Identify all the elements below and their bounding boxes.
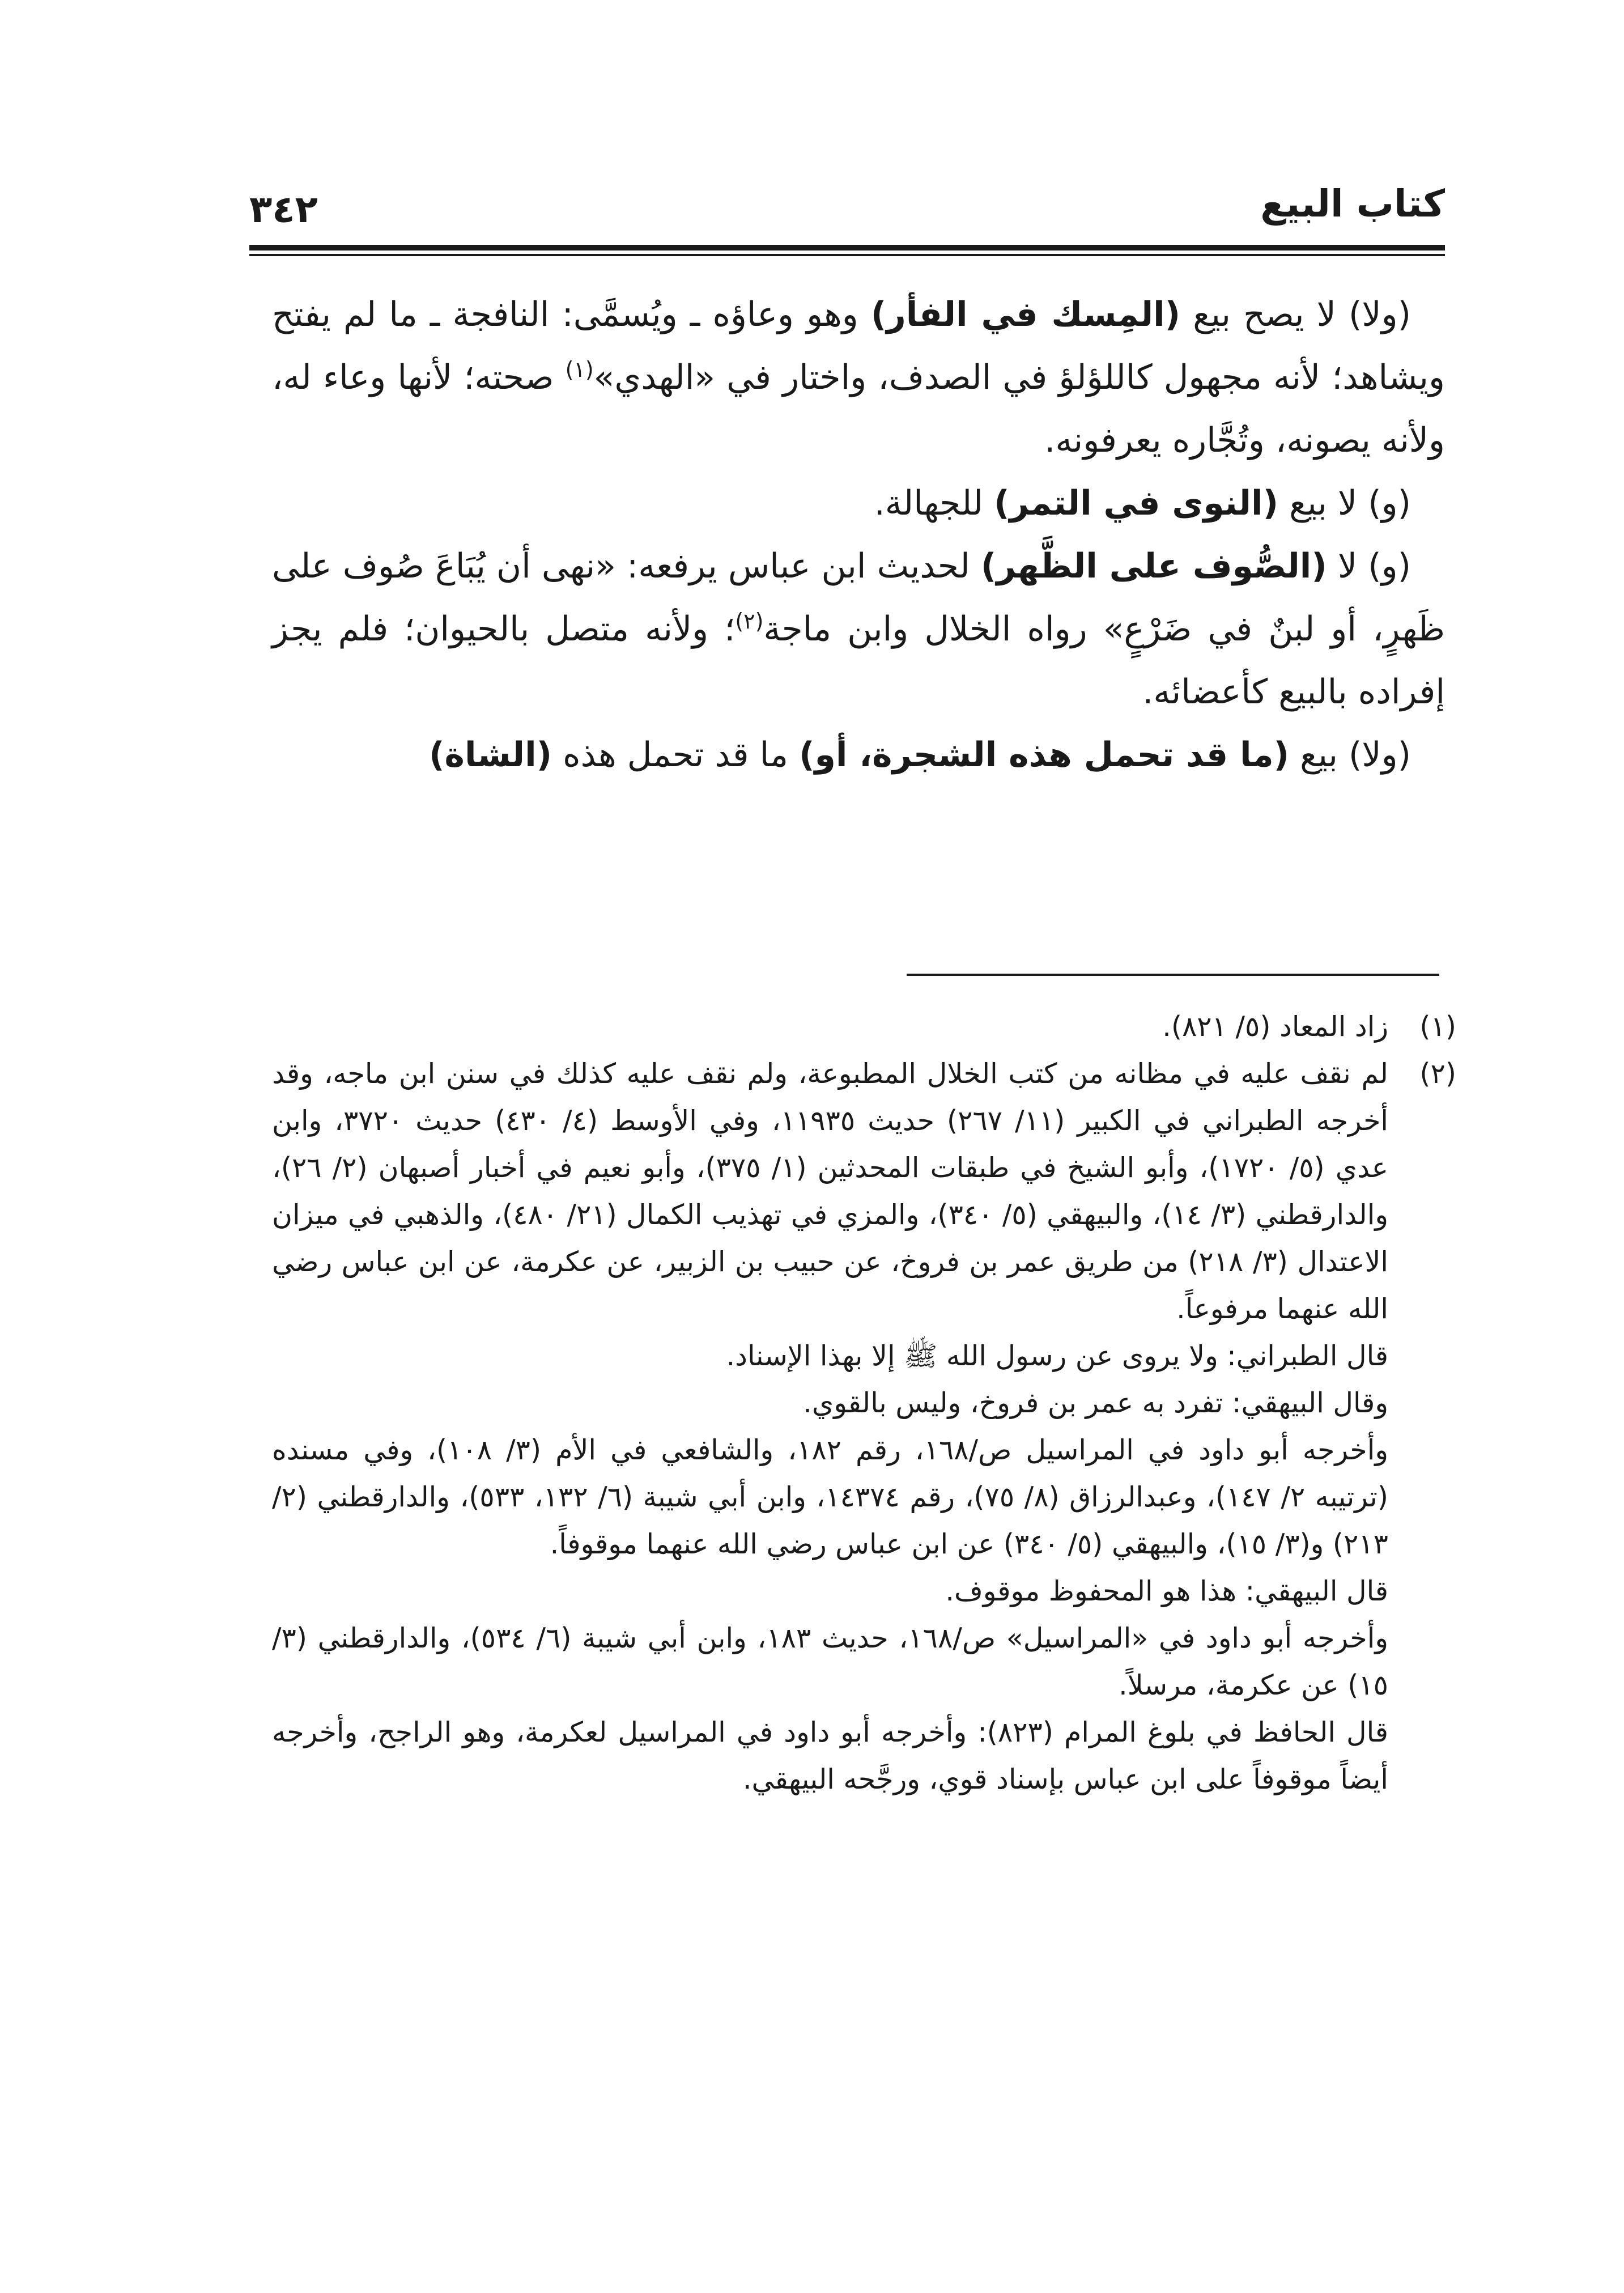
footnote-2 xyxy=(272,1050,1456,1803)
commentary-text: لحديث ابن عباس يرفعه: «نهى أن يُبَاعَ صُوف على ظَهرٍ، أو لبنٌ في ضَرْعٍ» رواه الخلال وابن ماجة xyxy=(272,546,1446,649)
footnote-paragraph: وأخرجه أبو داود في «المراسيل» ص/١٦٨، حديث ١٨٣، وابن أبي شيبة (٦/ ٥٣٤)، والدارقطني (٣/ ١٥) عن عكرمة، مرسلاً. xyxy=(272,1622,1389,1701)
footnote-number: (٢) xyxy=(1419,1058,1456,1090)
page-number: ٣٤٢ xyxy=(249,188,318,231)
paragraph-wool xyxy=(272,535,1445,724)
footnote-body xyxy=(272,1003,1388,1050)
running-header xyxy=(249,170,1445,244)
main-text xyxy=(272,283,1445,787)
footnote-text: زاد المعاد (٥/ ٨٢١). xyxy=(1162,1010,1388,1043)
chapter-title: كتاب البيع xyxy=(1260,182,1445,226)
footnote-paragraph: قال البيهقي: هذا هو المحفوظ موقوف. xyxy=(945,1575,1388,1607)
footnote-paragraph: وأخرجه أبو داود في المراسيل ص/١٦٨، رقم ١٨٢، والشافعي في الأم (٣/ ١٠٨)، وفي مسنده (ترتيبه ٢/ ١٤٧)، وعبدالرزاق (٨/ ٧٥)، رقم ١٤٣٧٤، وابن أبي شيبة (٦/ ١٣٢، ٥٣٣)، والدارقطني (٢/ ٢١٣) و(٣/ ١٥)، والبيهقي (٥/ ٣٤٠) عن ابن عباس رضي الله عنهما موقوفاً. xyxy=(272,1434,1389,1560)
matn-bold: (ما قد تحمل هذه الشجرة، أو) xyxy=(799,735,1290,775)
matn-lead: (ولا) لا يصح بيع xyxy=(1180,295,1411,334)
footnote-1 xyxy=(272,1003,1456,1050)
footnotes xyxy=(272,1003,1456,1803)
footnote-number: (١) xyxy=(1419,1010,1456,1043)
footnote-paragraph: قال الطبراني: ولا يروى عن رسول الله ﷺ إلا بهذا الإسناد. xyxy=(726,1340,1388,1372)
footnote-paragraph: قال الحافظ في بلوغ المرام (٨٢٣): وأخرجه أبو داود في المراسيل لعكرمة، وهو الراجح، وأخرجه أيضاً موقوفاً على ابن عباس بإسناد قوي، ورجَّحه البيهقي. xyxy=(272,1716,1388,1795)
matn-lead: (و) لا xyxy=(1327,546,1412,586)
matn-lead: (ولا) بيع xyxy=(1289,735,1411,775)
matn-bold: (المِسك في الفأر) xyxy=(870,295,1181,334)
commentary-text: صحته؛ لأنها وعاء له، ولأنه يصونه، وتُجَّاره يعرفونه. xyxy=(272,358,1445,460)
footnote-separator xyxy=(907,974,1439,976)
matn-bold: (الصُّوف على الظَّهر) xyxy=(980,546,1327,586)
header-rule-thin xyxy=(249,254,1445,256)
matn-bold: (النوى في التمر) xyxy=(994,483,1279,523)
matn-lead: (و) لا بيع xyxy=(1278,483,1411,523)
commentary-text: للجهالة. xyxy=(874,483,994,523)
footnote-body xyxy=(272,1050,1388,1803)
paragraph-tree-yield xyxy=(272,724,1445,787)
paragraph-musk xyxy=(272,283,1445,472)
commentary-text: وهو وعاؤه ـ ويُسمَّى: النافجة ـ ما لم يفتح ويشاهد؛ لأنه مجهول كاللؤلؤ في الصدف، واختار في «الهدي» xyxy=(272,295,1445,397)
footnote-ref-2[interactable]: (٢) xyxy=(735,609,764,634)
header-rule-thick xyxy=(249,245,1445,250)
commentary-text: ؛ ولأنه متصل بالحيوان؛ فلم يجز إفراده بالبيع كأعضائه. xyxy=(272,609,1445,712)
paragraph-date-pits xyxy=(272,472,1445,535)
footnote-paragraph: لم نقف عليه في مظانه من كتب الخلال المطبوعة، ولم نقف عليه كذلك في سنن ابن ماجه، وقد أخرجه الطبراني في الكبير (١١/ ٢٦٧) حديث ١١٩٣٥، وفي الأوسط (٤/ ٤٣٠) حديث ٣٧٢٠، وابن عدي (٥/ ١٧٢٠)، وأبو الشيخ في طبقات المحدثين (١/ ٣٧٥)، وأبو نعيم في أخبار أصبهان (٢/ ٢٦)، والدارقطني (٣/ ١٤)، والبيهقي (٥/ ٣٤٠)، والمزي في تهذيب الكمال (٢١/ ٤٨٠)، والذهبي في ميزان الاعتدال (٣/ ٢١٨) من طريق عمر بن فروخ، عن حبيب بن الزبير، عن عكرمة، عن ابن عباس رضي الله عنهما مرفوعاً. xyxy=(272,1058,1389,1325)
matn-bold: (الشاة) xyxy=(429,735,552,775)
footnote-ref-1[interactable]: (١) xyxy=(565,357,594,382)
footnote-paragraph: وقال البيهقي: تفرد به عمر بن فروخ، وليس بالقوي. xyxy=(803,1387,1388,1419)
commentary-text: ما قد تحمل هذه xyxy=(552,735,800,775)
